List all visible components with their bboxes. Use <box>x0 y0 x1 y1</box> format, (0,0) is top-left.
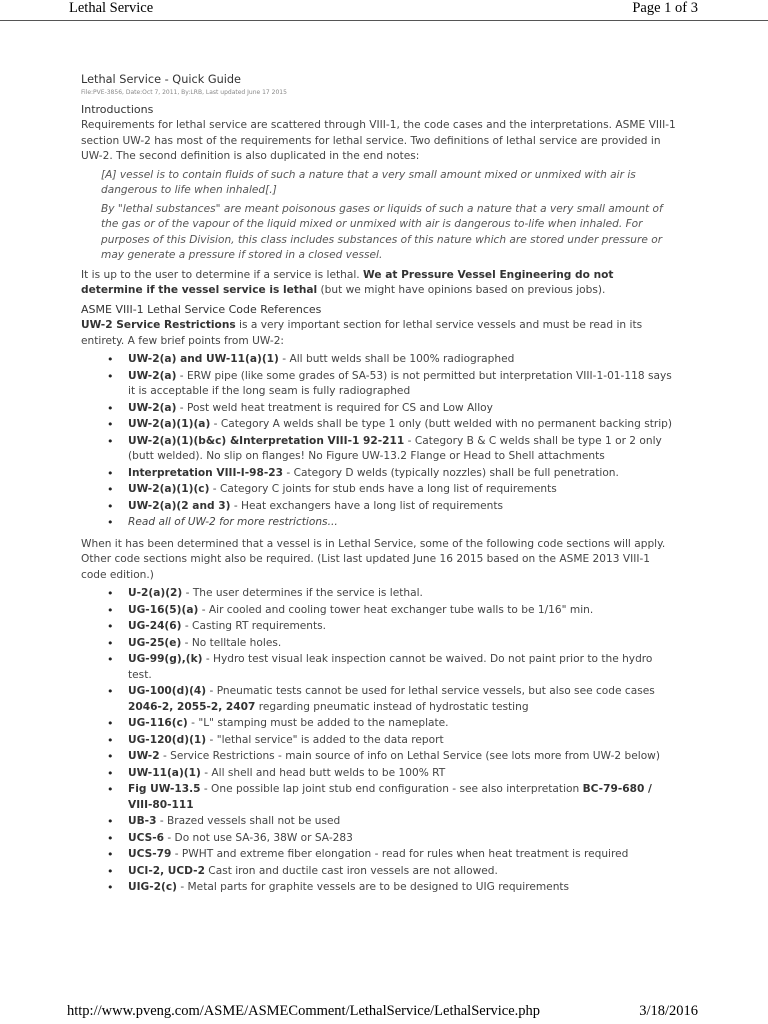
code-reference: UW-2 <box>128 750 160 762</box>
code-reference: UCS-79 <box>128 848 172 860</box>
code-reference: UG-99(g),(k) <box>128 653 203 665</box>
item-text: - Brazed vessels shall not be used <box>156 815 341 827</box>
code-reference: UW-2(a)(1)(c) <box>128 483 210 495</box>
list-item <box>128 499 677 515</box>
list-item <box>128 814 677 830</box>
code-sections-list <box>81 586 677 896</box>
list-item <box>128 619 677 635</box>
intro-paragraph: Requirements for lethal service are scattered through VIII-1, the code cases and the interpretations. ASME VIII-1 section UW-2 has most of the requirements for lethal service. Two definitions of lethal service are provided in UW-2. The second definition is also duplicated in the end notes: <box>81 119 676 162</box>
list-item <box>128 401 677 417</box>
item-text: - "lethal service" is added to the data report <box>206 733 444 746</box>
print-header <box>0 0 768 22</box>
list-item-more: • Read all of UW-2 for more restrictions... <box>128 515 677 531</box>
list-item <box>128 652 677 683</box>
code-reference: 2046-2, 2055-2, 2407 <box>128 700 256 713</box>
code-reference: UG-24(6) <box>128 620 182 632</box>
definitions-quote <box>101 168 677 264</box>
code-reference: UG-116(c) <box>128 717 188 729</box>
item-text: - Category D welds (typically nozzles) shall be full penetration. <box>283 466 619 479</box>
item-text: - Category C joints for stub ends have a long list of requirements <box>209 483 557 495</box>
uw2-bold: UW-2 Service Restrictions <box>81 319 236 331</box>
code-reference: BC-79-680 / VIII-80-111 <box>128 783 652 811</box>
page-number: Page 1 of 3 <box>632 0 698 16</box>
list-item <box>128 749 677 765</box>
code-reference: UB-3 <box>128 815 157 827</box>
item-text: - One possible lap joint stub end configuration - see also interpretation <box>200 783 583 795</box>
code-reference: UW-11(a)(1) <box>128 766 201 779</box>
uw2-points-list <box>81 352 677 531</box>
item-text: - Air cooled and cooling tower heat exchanger tube walls to be 1/16" min. <box>198 603 594 616</box>
item-text: - Metal parts for graphite vessels are to be designed to UIG requirements <box>176 881 570 893</box>
list-item <box>128 586 677 602</box>
list-item <box>128 716 677 732</box>
list-item <box>128 782 677 813</box>
item-text: - Category A welds shall be type 1 only (butt welded with no permanent backing strip) <box>210 418 673 430</box>
item-text: - Hydro test visual leak inspection cannot be waived. Do not paint prior to the hydro test. <box>128 653 653 681</box>
code-reference: UW-2(a)(2 and 3) <box>128 499 231 512</box>
item-text: Cast iron and ductile cast iron vessels are not allowed. <box>204 864 498 877</box>
code-reference: UG-100(d)(4) <box>128 685 207 697</box>
definition-quote-2: By "lethal substances" are meant poisonous gases or liquids of such a nature that a very small amount of the gas or of the vapour of the liquid mixed or unmixed with air is dangerous to-life when inhaled. For purposes of this Division, this class includes substances of this nature which are stored under pressure or may generate a pressure if stored in a closed vessel. <box>101 202 663 261</box>
item-text: - PWHT and extreme fiber elongation - read for rules when heat treatment is required <box>171 848 629 860</box>
uw2-paragraph <box>81 318 677 349</box>
header-divider <box>0 20 768 21</box>
item-text: - Heat exchangers have a long list of requirements <box>230 499 504 512</box>
list-item <box>128 369 677 400</box>
uw2-text: is a very important section for lethal service vessels and must be read in its entirety. A few brief points from UW-2: <box>81 319 643 347</box>
code-reference: Fig UW-13.5 <box>128 783 201 795</box>
code-reference: UG-25(e) <box>128 636 182 649</box>
item-text: - Casting RT requirements. <box>181 620 327 632</box>
list-item <box>128 636 677 652</box>
lethal-service-paragraph: When it has been determined that a vessel is in Lethal Service, some of the following code sections will apply. Other code sections might also be required. (List last updated June 16 2015 based on the ASME 2013 VIII-1 code edition.) <box>81 537 666 581</box>
item-text: - Do not use SA-36, 38W or SA-283 <box>163 831 353 844</box>
item-text: - Service Restrictions - main source of info on Lethal Service (see lots more from UW-2 below) <box>159 750 660 762</box>
code-reference: UW-2(a)(1)(b&c) &Interpretation VIII-1 92-211 <box>128 434 405 447</box>
user-text-pre: It is up to the user to determine if a service is lethal. <box>81 268 364 281</box>
list-item <box>128 482 677 498</box>
list-item <box>128 417 677 433</box>
print-header-title: Lethal Service <box>69 0 154 16</box>
print-date: 3/18/2016 <box>639 1003 698 1019</box>
code-reference: UW-2(a) and UW-11(a)(1) <box>128 353 279 365</box>
code-reference: U-2(a)(2) <box>128 587 183 599</box>
references-heading: ASME VIII-1 Lethal Service Code References <box>81 302 322 316</box>
document-body <box>81 72 677 902</box>
list-item <box>128 352 677 368</box>
code-reference: UG-16(5)(a) <box>128 603 199 616</box>
item-text: - The user determines if the service is lethal. <box>182 587 423 599</box>
code-reference: UCI-2, UCD-2 <box>128 864 205 877</box>
item-text: - No telltale holes. <box>181 636 282 649</box>
list-item <box>128 684 677 715</box>
item-text: regarding pneumatic instead of hydrostatic testing <box>255 700 529 713</box>
list-item <box>128 880 677 896</box>
code-reference: UIG-2(c) <box>128 881 177 893</box>
code-reference: UW-2(a)(1)(a) <box>128 418 211 430</box>
document-meta: File:PVE-3856, Date:Oct 7, 2011, By:LRB, Last updated June 17 2015 <box>81 88 287 96</box>
list-item <box>128 434 677 465</box>
item-text: - Post weld heat treatment is required for CS and Low Alloy <box>176 401 493 414</box>
code-reference: UCS-6 <box>128 831 164 844</box>
list-item <box>128 864 677 880</box>
list-item <box>128 603 677 619</box>
list-item <box>128 466 677 482</box>
list-item <box>128 733 677 749</box>
page-url: http://www.pveng.com/ASME/ASMEComment/LethalService/LethalService.php <box>67 1003 541 1019</box>
code-reference: Interpretation VIII-I-98-23 <box>128 466 284 479</box>
user-paragraph <box>81 268 677 299</box>
list-item <box>128 847 677 863</box>
page-title: Lethal Service - Quick Guide <box>81 73 242 86</box>
item-text: - ERW pipe (like some grades of SA-53) is not permitted but interpretation VIII-1-01-118 says it is acceptable if the long seam is fully radiographed <box>128 369 672 397</box>
definition-quote-1: [A] vessel is to contain fluids of such a nature that a very small amount mixed or unmixed with air is dangerous to life when inhaled[.] <box>101 168 636 196</box>
item-text: - "L" stamping must be added to the nameplate. <box>187 717 449 729</box>
code-reference: UG-120(d)(1) <box>128 733 207 746</box>
list-item <box>128 831 677 847</box>
intro-heading: Introductions <box>81 102 154 116</box>
code-reference: UW-2(a) <box>128 369 177 382</box>
code-reference: UW-2(a) <box>128 401 177 414</box>
user-text-post: (but we might have opinions based on previous jobs). <box>317 284 606 296</box>
print-footer <box>0 1003 768 1024</box>
user-text-bold: We at Pressure Vessel Engineering do not determine if the vessel service is lethal <box>81 268 614 296</box>
item-text: - Category B & C welds shall be type 1 or 2 only (butt welded). No slip on flanges! No Figure UW-13.2 Flange or Head to Shell attachments <box>128 434 662 462</box>
item-text: - All butt welds shall be 100% radiographed <box>278 353 515 365</box>
list-item <box>128 766 677 782</box>
item-text: - All shell and head butt welds to be 100% RT <box>200 766 446 779</box>
item-text: - Pneumatic tests cannot be used for lethal service vessels, but also see code cases <box>206 685 655 697</box>
